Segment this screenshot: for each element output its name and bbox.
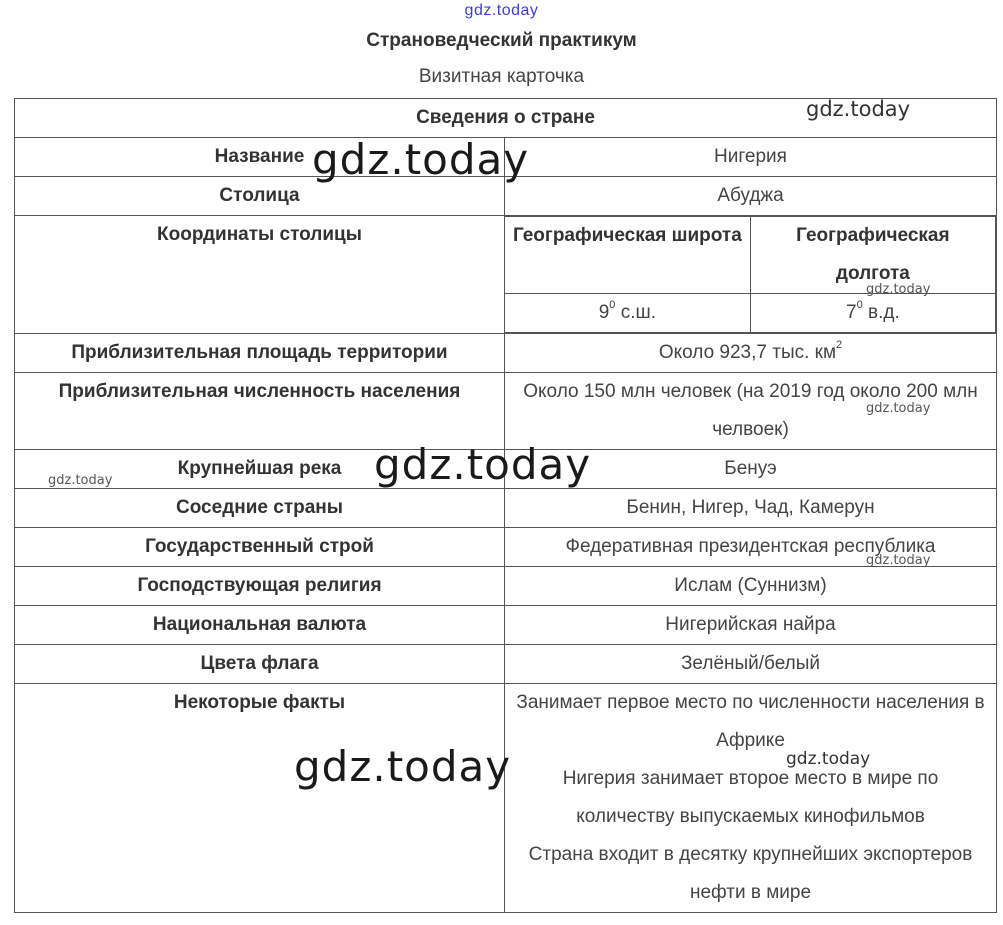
fact-item: Нигерия занимает второе место в мире по количеству выпускаемых кинофильмов <box>562 768 939 827</box>
table-row <box>15 645 997 684</box>
capital-label: Столица <box>15 177 505 216</box>
river-label: Крупнейшая река <box>15 450 505 489</box>
neighbors-value: Бенин, Нигер, Чад, Камерун <box>505 489 997 528</box>
table-row <box>15 606 997 645</box>
fact-item: Страна входит в десятку крупнейших экспортеров нефти в мире <box>528 844 973 903</box>
facts-list <box>505 684 997 913</box>
watermark: gdz.today <box>312 135 530 184</box>
government-label: Государственный строй <box>15 528 505 567</box>
table-row <box>15 567 997 606</box>
watermark: gdz.today <box>866 282 931 297</box>
coordinates-subtable <box>505 216 996 333</box>
religion-label: Господствующая религия <box>15 567 505 606</box>
watermark: gdz.today <box>806 97 911 121</box>
government-value: Федеративная президентская республика <box>505 528 997 567</box>
longitude-header: Географическая долгота <box>750 217 995 294</box>
watermark: gdz.today <box>374 440 592 489</box>
table-row <box>15 450 997 489</box>
page-subtitle: Визитная карточка <box>418 66 585 87</box>
fact-item: Занимает первое место по численности населения в Африке <box>516 692 985 751</box>
table-row <box>15 489 997 528</box>
population-value: Около 150 млн человек (на 2019 год около 200 млн челвоек) <box>505 373 997 450</box>
facts-label: Некоторые факты <box>15 684 505 913</box>
table-heading: Сведения о стране <box>15 99 997 138</box>
name-value: Нигерия <box>505 138 997 177</box>
table-row <box>15 138 997 177</box>
river-value: Бенуэ <box>505 450 997 489</box>
watermark: gdz.today <box>786 749 871 769</box>
coordinates-cell <box>505 216 997 334</box>
latitude-header: Географическая широта <box>505 217 750 294</box>
religion-value: Ислам (Суннизм) <box>505 567 997 606</box>
longitude-value: $7^0$ в.д. <box>750 294 995 333</box>
table-row <box>15 684 997 913</box>
page-title: Страноведческий практикум <box>366 30 637 51</box>
neighbors-label: Соседние страны <box>15 489 505 528</box>
watermark: gdz.today <box>48 473 113 488</box>
area-label: Приблизительная площадь территории <box>15 334 505 373</box>
latitude-value: $9^0$ с.ш. <box>505 294 750 333</box>
coordinates-label: Координаты столицы <box>15 216 505 334</box>
table-row <box>15 216 997 334</box>
flag-label: Цвета флага <box>15 645 505 684</box>
flag-value: Зелёный/белый <box>505 645 997 684</box>
watermark: gdz.today <box>866 553 931 568</box>
table-heading-row <box>15 99 997 138</box>
area-value: Около 923,7 тыс. $км^2$ <box>505 334 997 373</box>
currency-label: Национальная валюта <box>15 606 505 645</box>
capital-value: Абуджа <box>505 177 997 216</box>
country-card-table <box>14 98 997 913</box>
currency-value: Нигерийская найра <box>505 606 997 645</box>
table-row <box>15 528 997 567</box>
top-watermark-link[interactable]: gdz.today <box>464 2 539 19</box>
table-row <box>15 177 997 216</box>
watermark: gdz.today <box>294 742 512 791</box>
table-row <box>15 373 997 450</box>
name-label: Название <box>15 138 505 177</box>
table-row <box>15 334 997 373</box>
watermark: gdz.today <box>866 401 931 416</box>
population-label: Приблизительная численность населения <box>15 373 505 450</box>
